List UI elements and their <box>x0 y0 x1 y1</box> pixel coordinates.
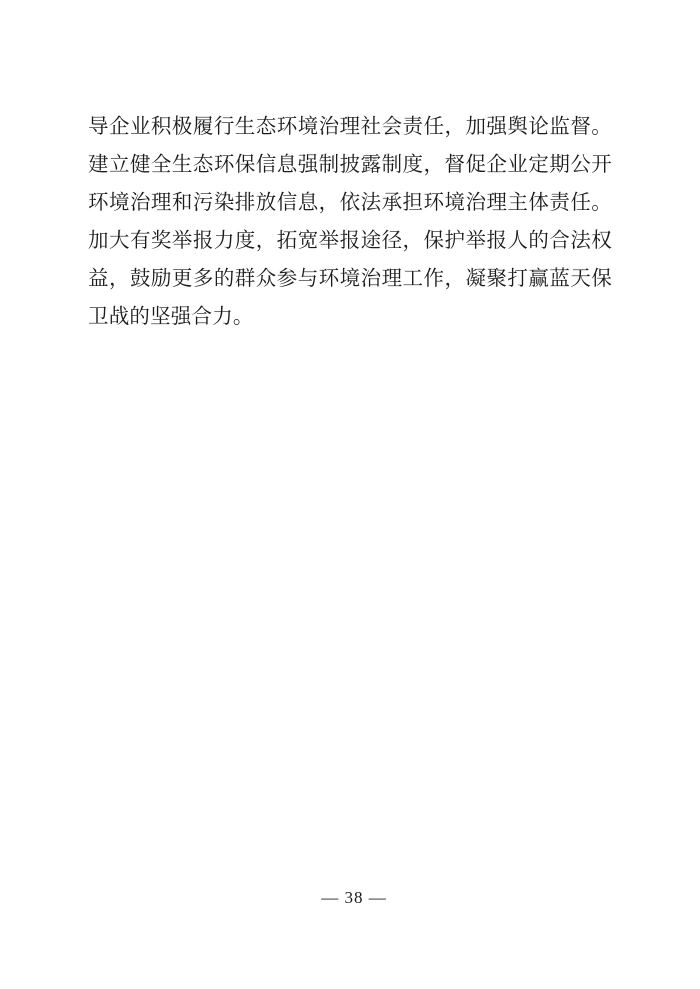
page-footer <box>0 888 700 908</box>
body-paragraph: 导企业积极履行生态环境治理社会责任，加强舆论监督。建立健全生态环保信息强制披露制度，督促企业定期公开环境治理和污染排放信息，依法承担环境治理主体责任。加大有奖举报力度，拓宽举报途径，保护举报人的合法权益，鼓励更多的群众参与环境治理工作，凝聚打赢蓝天保卫战的坚强合力。 <box>88 116 612 328</box>
body-text-block <box>88 108 612 336</box>
page-number: — 38 — <box>321 888 387 907</box>
